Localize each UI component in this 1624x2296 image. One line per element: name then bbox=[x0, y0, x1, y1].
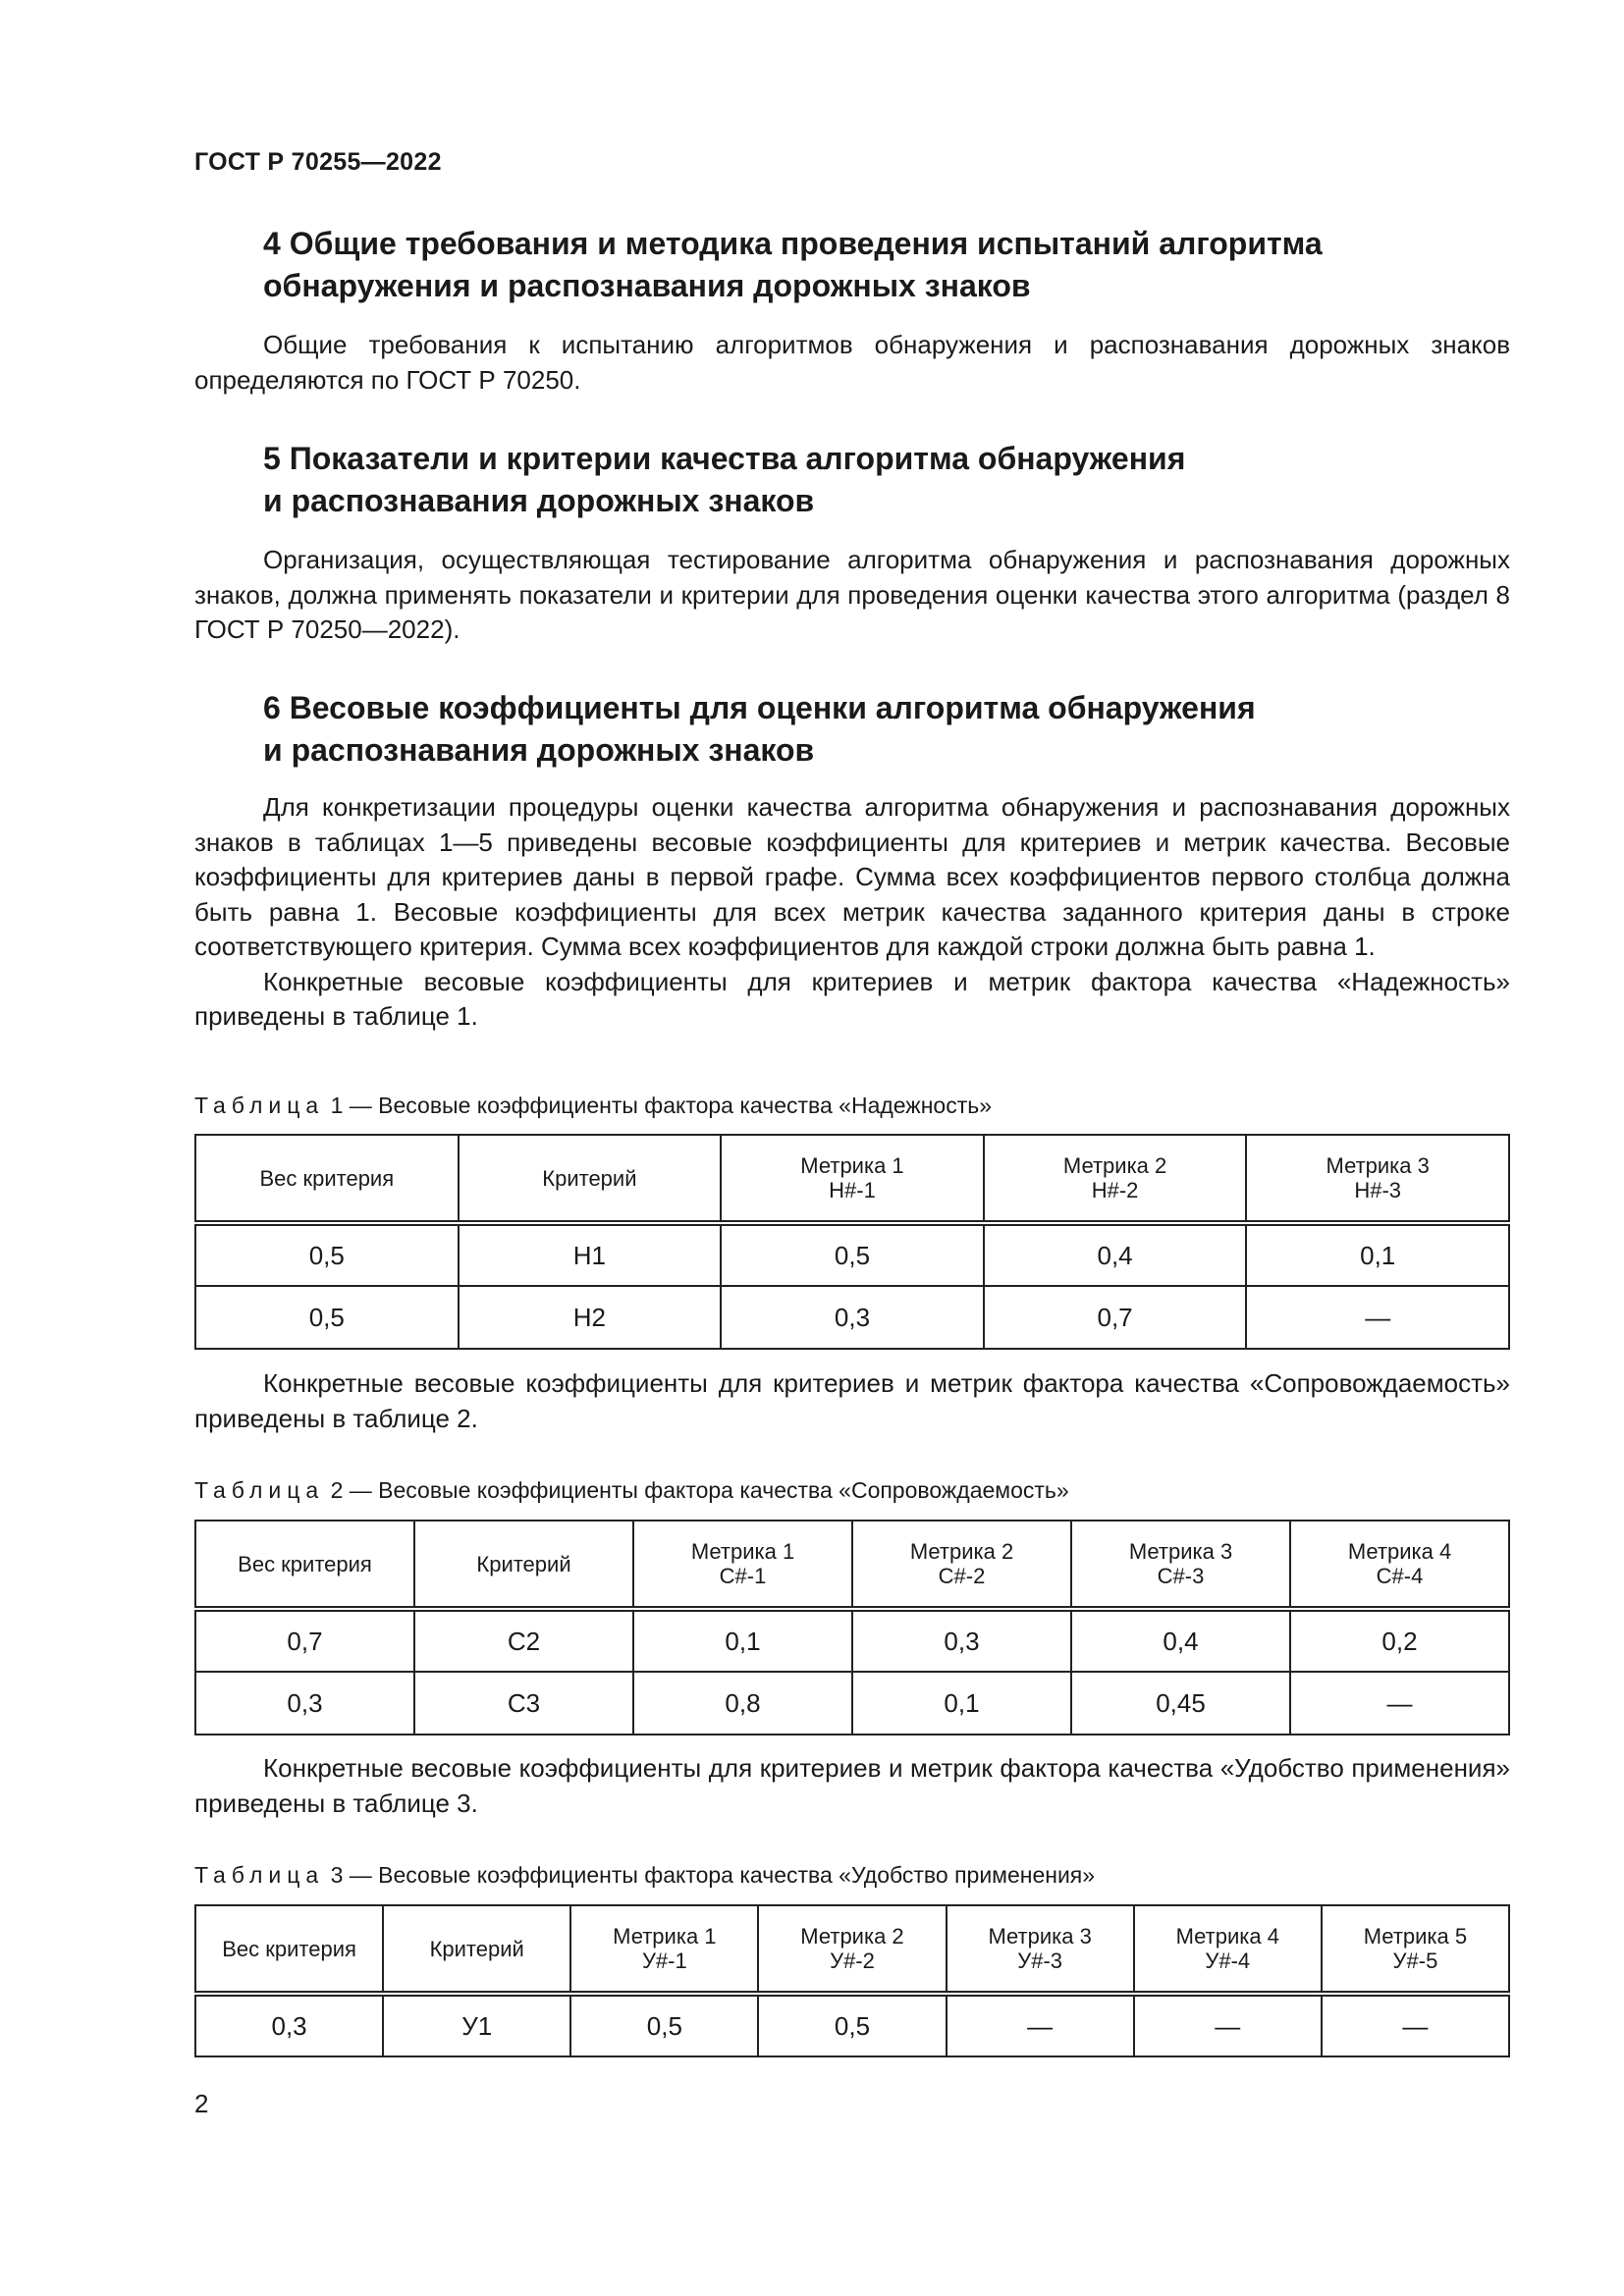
table-cell: 0,4 bbox=[1071, 1609, 1290, 1672]
table-cell: — bbox=[1290, 1672, 1509, 1735]
document-code: ГОСТ Р 70255—2022 bbox=[194, 148, 442, 176]
section-5-body: Организация, осуществляющая тестирование алгоритма обнаружения и распознавания дорожных знаков, должна применять показатели и критерии для проведения оценки качества этого алгоритма (раздел 8 ГОСТ Р 70250—2022). bbox=[194, 545, 1510, 644]
table-cell: — bbox=[1246, 1286, 1509, 1349]
table-cell: — bbox=[1134, 1994, 1322, 2056]
table-cell: 0,2 bbox=[1290, 1609, 1509, 1672]
table-cell: 0,5 bbox=[570, 1994, 758, 2056]
table-2 bbox=[194, 1520, 1510, 1735]
table-row bbox=[195, 1609, 1509, 1672]
section-6-title-line2: и распознавания дорожных знаков bbox=[263, 732, 815, 768]
section-5-title-line1: 5 Показатели и критерии качества алгоритма обнаружения bbox=[263, 441, 1186, 476]
table-3 bbox=[194, 1904, 1510, 2057]
table-header-cell: Метрика 1 С#-1 bbox=[633, 1521, 852, 1609]
table-3-caption: Таблица 3 — Весовые коэффициенты фактора качества «Удобство применения» bbox=[194, 1862, 1096, 1888]
table-header-cell: Метрика 2 Н#-2 bbox=[984, 1135, 1247, 1223]
table-cell: 0,5 bbox=[195, 1223, 459, 1286]
table-row bbox=[195, 1994, 1509, 2056]
table-cell: 0,1 bbox=[1246, 1223, 1509, 1286]
table-cell: Н2 bbox=[459, 1286, 722, 1349]
table-header-cell: Вес критерия bbox=[195, 1905, 383, 1994]
table-3-intro: Конкретные весовые коэффициенты для критериев и метрик фактора качества «Удобство применения» приведены в таблице 3. bbox=[194, 1753, 1510, 1818]
table-row bbox=[195, 1672, 1509, 1735]
table-cell: 0,5 bbox=[758, 1994, 946, 2056]
page-number: 2 bbox=[194, 2089, 209, 2118]
section-4-title-line2: обнаружения и распознавания дорожных знаков bbox=[263, 268, 1031, 303]
table-header-cell: Метрика 3 С#-3 bbox=[1071, 1521, 1290, 1609]
table-cell: 0,3 bbox=[852, 1609, 1071, 1672]
table-header-cell: Критерий bbox=[414, 1521, 633, 1609]
table-row bbox=[195, 1223, 1509, 1286]
section-5-title-line2: и распознавания дорожных знаков bbox=[263, 483, 815, 518]
table-header-cell: Вес критерия bbox=[195, 1521, 414, 1609]
table-header-cell: Метрика 4 С#-4 bbox=[1290, 1521, 1509, 1609]
table-header-cell: Метрика 3 У#-3 bbox=[947, 1905, 1134, 1994]
table-2-intro: Конкретные весовые коэффициенты для критериев и метрик фактора качества «Сопровождаемость» приведены в таблице 2. bbox=[194, 1368, 1510, 1433]
table-cell: 0,3 bbox=[195, 1994, 383, 2056]
table-cell: 0,7 bbox=[195, 1609, 414, 1672]
table-cell: — bbox=[1322, 1994, 1509, 2056]
table-cell: — bbox=[947, 1994, 1134, 2056]
section-6-body-2: Конкретные весовые коэффициенты для критериев и метрик фактора качества «Надежность» приведены в таблице 1. bbox=[194, 966, 1510, 1031]
table-header-cell: Метрика 2 У#-2 bbox=[758, 1905, 946, 1994]
table-cell: 0,5 bbox=[721, 1223, 984, 1286]
table-cell: 0,5 bbox=[195, 1286, 459, 1349]
table-cell: 0,3 bbox=[721, 1286, 984, 1349]
table-cell: У1 bbox=[383, 1994, 570, 2056]
table-header-cell: Метрика 4 У#-4 bbox=[1134, 1905, 1322, 1994]
table-cell: 0,1 bbox=[852, 1672, 1071, 1735]
section-5-title bbox=[263, 438, 1510, 522]
table-cell: 0,8 bbox=[633, 1672, 852, 1735]
table-header-cell: Метрика 3 Н#-3 bbox=[1246, 1135, 1509, 1223]
table-cell: 0,45 bbox=[1071, 1672, 1290, 1735]
table-cell: Н1 bbox=[459, 1223, 722, 1286]
table-header-cell: Метрика 1 У#-1 bbox=[570, 1905, 758, 1994]
section-6-title bbox=[263, 687, 1510, 772]
table-cell: С2 bbox=[414, 1609, 633, 1672]
table-row bbox=[195, 1286, 1509, 1349]
table-header-cell: Критерий bbox=[459, 1135, 722, 1223]
table-header-cell: Метрика 1 Н#-1 bbox=[721, 1135, 984, 1223]
table-cell: С3 bbox=[414, 1672, 633, 1735]
table-header-cell: Метрика 5 У#-5 bbox=[1322, 1905, 1509, 1994]
table-2-caption: Таблица 2 — Весовые коэффициенты фактора качества «Сопровождаемость» bbox=[194, 1477, 1069, 1503]
section-4-title-line1: 4 Общие требования и методика проведения испытаний алгоритма bbox=[263, 226, 1323, 261]
section-6-body: Для конкретизации процедуры оценки качества алгоритма обнаружения и распознавания дорожных знаков в таблицах 1—5 приведены весовые коэффициенты для критериев и метрик качества. Весовые коэффициенты для критериев даны в первой графе. Сумма всех коэффициентов первого столбца должна быть равна 1. Весовые коэффициенты для всех метрик качества заданного критерия даны в строке соответствующего критерия. Сумма всех коэффициентов для каждой строки должна быть равна 1. Конкретные весовые коэффициенты для критериев и метрик фактора качества «Надежность» приведены в таблице 1. bbox=[194, 790, 1510, 1035]
table-cell: 0,1 bbox=[633, 1609, 852, 1672]
table-cell: 0,3 bbox=[195, 1672, 414, 1735]
section-4-title bbox=[263, 223, 1510, 307]
table-1-caption: Таблица 1 — Весовые коэффициенты фактора качества «Надежность» bbox=[194, 1093, 992, 1118]
section-6-title-line1: 6 Весовые коэффициенты для оценки алгоритма обнаружения bbox=[263, 690, 1256, 725]
table-1 bbox=[194, 1134, 1510, 1350]
section-4-body: Общие требования к испытанию алгоритмов обнаружения и распознавания дорожных знаков определяются по ГОСТ Р 70250. bbox=[194, 330, 1510, 395]
table-header-cell: Критерий bbox=[383, 1905, 570, 1994]
table-cell: 0,7 bbox=[984, 1286, 1247, 1349]
table-cell: 0,4 bbox=[984, 1223, 1247, 1286]
table-header-cell: Вес критерия bbox=[195, 1135, 459, 1223]
table-header-cell: Метрика 2 С#-2 bbox=[852, 1521, 1071, 1609]
